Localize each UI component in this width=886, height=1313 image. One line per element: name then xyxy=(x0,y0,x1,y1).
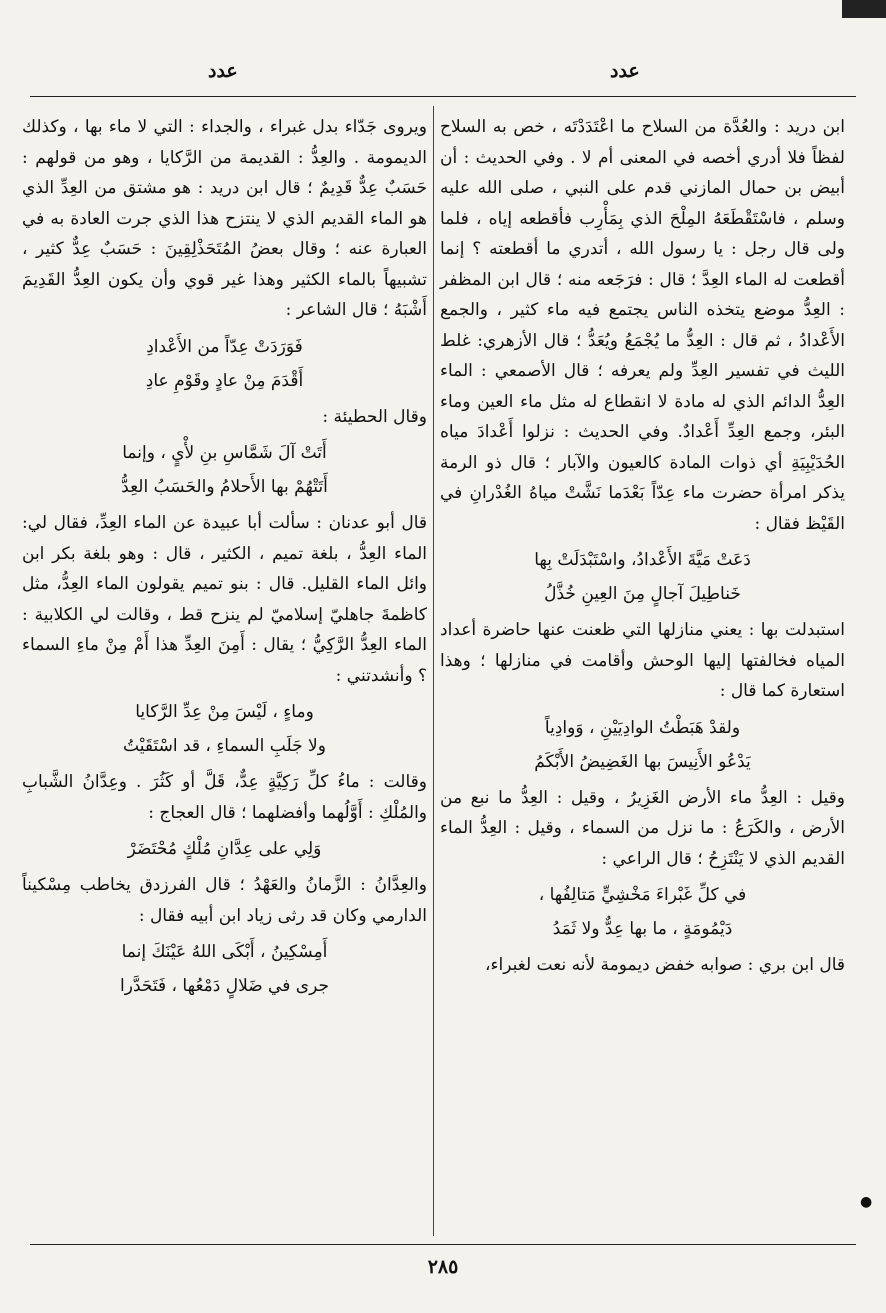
left-paragraph-5: والعِدَّانُ : الزَّمانُ والعَهْدُ ؛ قال الفرزدق يخاطب مِسْكيناً الدارمي وكان قد رثى زياد ابن أبيه فقال : xyxy=(22,875,427,926)
left-verse-2 xyxy=(22,436,427,504)
verse-line: جرى في ضَلالٍ دَمْعُها ، فَتَحَدَّرا xyxy=(120,976,329,996)
verse-line: ولا جَلَبِ السماءِ ، قد اسْتَقَيْتُ xyxy=(123,736,326,756)
left-paragraph-4: وقالت : ماءُ كلِّ رَكِيَّةٍ عِدٌّ، قَلَّ أو كَثُرَ . وعِدَّانُ الشَّبابِ والمُلْكِ : أَوَّلُهما وأفضلهما ؛ قال العجاج : xyxy=(22,772,427,823)
right-verse-3 xyxy=(440,878,845,946)
scan-corner-mark xyxy=(842,0,886,18)
header-rule xyxy=(30,96,856,97)
left-verse-5 xyxy=(22,935,427,1003)
right-column xyxy=(440,112,845,981)
verse-line: أَتَتْ آلَ شَمَّاسِ بنِ لأْيٍ ، وإنما xyxy=(122,443,327,463)
footer-rule xyxy=(30,1244,856,1245)
verse-line: خَناطِيلَ آجالٍ مِنَ العِينِ خُذَّلُ xyxy=(544,584,741,604)
verse-line: أَتَتْهُمْ بها الأَحلامُ والحَسَبُ العِدُّ xyxy=(121,477,328,497)
verse-line: في كلِّ غَبْراءَ مَخْشِيٍّ مَتالِفُها ، xyxy=(538,885,747,905)
right-verse-1 xyxy=(440,543,845,611)
left-verse-1 xyxy=(22,330,427,398)
footnote: قال ابن بري : صوابه خفض ديمومة لأنه نعت لغبراء، xyxy=(485,955,845,975)
left-paragraph-3: قال أبو عدنان : سألت أبا عبيدة عن الماء العِدِّ، فقال لي: الماء العِدُّ ، بلغة تميم ، الكثير ، قال : وهو بلغة بكر ابن وائل الماء القليل. قال : بنو تميم يقولون الماء العِدُّ، مثل كاظمةَ جاهليّ إسلاميّ لم ينزح قط ، وقالت لي الكلابية : الماء العِدُّ الرَّكِيُّ ؛ يقال : أَمِنَ العِدِّ هذا أَمْ مِنْ ماءِ السماء ؟ وأنشدتني : xyxy=(22,513,427,686)
right-paragraph-2: استبدلت بها : يعني منازلها التي ظعنت عنها حاضرة أعداد المياه فخالفتها إليها الوحش وأقامت في منازلها ؛ وهذا استعارة كما قال : xyxy=(440,620,845,701)
left-paragraph-1: ويروى جَدّاء بدل غبراء ، والجداء : التي لا ماء بها ، وكذلك الديمومة . والعِدُّ : القديمة من الرَّكايا ، وهو من قولهم : حَسَبٌ عِدٌّ قَدِيمٌ ؛ قال ابن دريد : هو مشتق من العِدِّ الذي هو الماء القديم الذي لا ينتزح هذا الذي جرت العادة به في العبارة عنه ؛ وقال بعضُ المُتَحَذْلِقِينَ : حَسَبٌ عِدٌّ كثير ، تشبيهاً بالماء الكثير وهذا غير قوي وأن يكون العِدُّ القَدِيمَ أَشْبَهُ ؛ قال الشاعر : xyxy=(22,117,427,320)
header-word-left: عدد xyxy=(208,60,238,82)
right-paragraph-3: وقيل : العِدُّ ماء الأرض الغَزِيرُ ، وقيل : العِدُّ ما نبع من الأرض ، والكَرَعُ : ما نزل من السماء ، وقيل : العِدُّ الماء القديم الذي لا يَنْتَزِحُ ؛ قال الراعي : xyxy=(440,787,845,869)
header-word-right: عدد xyxy=(610,60,640,82)
footnote-bullet: ● xyxy=(860,1194,873,1210)
column-divider xyxy=(433,106,434,1236)
right-paragraph-1: ابن دريد : والعُدَّة من السلاح ما اعْتَدَدْتَه ، خص به السلاح لفظاً فلا أدري أخصه في المعنى أم لا . وفي الحديث : أن أبيض بن حمال المازني قدم على النبي ، صلى الله عليه وسلم ، فاسْتَقْطَعَهُ المِلْحَ الذي بِمَأْرِب فأقطعه إياه ، فلما ولى قال رجل : يا رسول الله ، أتدري ما أقطعته ؟ إنما أقطعت له الماء العِدَّ ؛ قال : فرَجَعه منه ؛ قال ابن المظفر : العِدُّ موضع يتخذه الناس يجتمع فيه ماء كثير ، والجمع الأَعْدادُ ، ثم قال : العِدُّ ما يُجْمَعُ ويُعَدُّ ؛ قال الأزهري: غلط الليث في تفسير العِدِّ ولم يعرفه ؛ قال الأصمعي : الماء العِدُّ الدائم الذي له مادة لا انقطاع له مثل ماء العين وماء البئر، وجمع العِدِّ أَعْدادٌ. وفي الحديث : نزلوا أَعْدادَ مياه الحُدَيْبِيَةِ أي ذوات المادة كالعيون والآبار ؛ قال ذو الرمة يذكر امرأة حضرت ماء عِدّاً بَعْدَما نَشَّتْ مياهُ الغُدْرانِ في القَيْظ فقال : xyxy=(440,117,845,534)
left-verse-4 xyxy=(22,832,427,866)
verse-line: دَيْمُومَةٍ ، ما بها عِدٌّ ولا ثَمَدُ xyxy=(552,919,733,939)
page-number: ٢٨٥ xyxy=(427,1256,459,1278)
right-verse-2 xyxy=(440,711,845,779)
verse-line: أَمِسْكِينُ ، أَبْكَى اللهُ عَيْنَكَ إنما xyxy=(121,942,328,962)
left-paragraph-2: وقال الحطيئة : xyxy=(322,406,427,427)
left-verse-3 xyxy=(22,695,427,763)
verse-line: وماءٍ ، لَيْسَ مِنْ عِدِّ الرَّكايا xyxy=(135,702,314,722)
verse-line: ولقدْ هَبَطْتُ الوادِيَيْنِ ، وَوادِياً xyxy=(544,717,741,738)
left-column xyxy=(22,112,427,1007)
verse-line: فَوَرَدَتْ عِدّاً من الأَعْدادِ xyxy=(146,336,303,357)
verse-line: أَقْدَمَ مِنْ عادٍ وقَوْمِ عادِ xyxy=(145,370,304,391)
verse-line: وَلِي على عِدَّانِ مُلْكٍ مُحْتَضَرْ xyxy=(127,839,322,859)
verse-line: يَدْعُو الأَنِيسَ بها الغَضِيضُ الأَبْكَمُ xyxy=(534,751,751,772)
verse-line: دَعَتْ مَيَّةَ الأَعْدادُ، واسْتَبْدَلَتْ بِها xyxy=(534,550,751,570)
